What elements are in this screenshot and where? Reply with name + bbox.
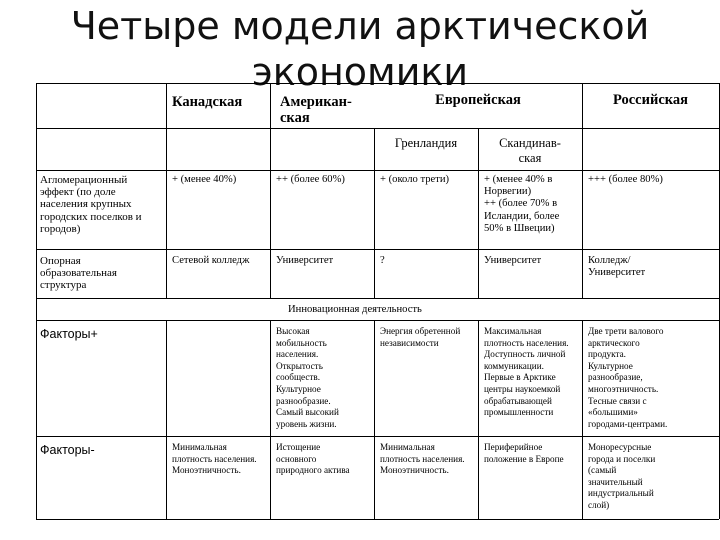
agglomeration-russian: +++ (более 80%) — [588, 174, 663, 185]
factors-plus-russian: Две трети валового арктического продукта. Культурное разнообразие, многоэтничность. Тесные связи с «большими» городами-центрами. — [588, 326, 668, 429]
subheader-scandinavian: Скандинав- ская — [499, 136, 561, 165]
column-divider-1-lower — [166, 320, 167, 519]
row-divider-subheader — [36, 170, 719, 171]
education-greenland: ? — [380, 255, 385, 266]
slide-title-line-1: Четыре модели арктической — [70, 4, 650, 48]
column-divider-3 — [374, 128, 375, 298]
slide-title-line-2: экономики — [251, 50, 469, 94]
row-divider-education — [36, 298, 719, 299]
agglomeration-american: ++ (более 60%) — [276, 174, 345, 185]
factors-plus-greenland: Энергия обретенной независимости — [380, 326, 461, 348]
header-russian: Российская — [613, 92, 688, 108]
row-divider-header — [36, 128, 719, 129]
agglomeration-scandinavian: + (менее 40% в Норвегии) ++ (более 70% в Исландии, более 50% в Швеции) — [484, 174, 560, 234]
row-label-agglomeration: Агломерационный эффект (по доле населения крупных городских поселков и городов) — [40, 174, 142, 235]
column-divider-5-lower — [582, 320, 583, 519]
agglomeration-canadian: + (менее 40%) — [172, 174, 237, 185]
subheader-greenland: Гренландия — [394, 136, 458, 150]
education-american: Университет — [276, 255, 334, 266]
education-russian: Колледж/ Университет — [588, 255, 646, 279]
header-canadian: Канадская — [172, 94, 243, 110]
row-label-factors-plus: Факторы+ — [40, 327, 98, 341]
row-label-education: Опорная образовательная структура — [40, 255, 117, 292]
education-canadian: Сетевой колледж — [172, 255, 250, 266]
row-divider-factors-plus — [36, 436, 719, 437]
factors-minus-canadian: Минимальная плотность населения. Моноэтничность. — [172, 442, 257, 476]
innovation-header: Инновационная деятельность — [288, 304, 422, 315]
header-european: Европейская — [435, 92, 521, 108]
factors-minus-russian: Моноресурсные города и поселки (самый значительный индустриальный слой) — [588, 442, 656, 510]
column-divider-4-lower — [478, 320, 479, 519]
factors-minus-greenland: Минимальная плотность населения. Моноэтничность. — [380, 442, 465, 476]
column-divider-1 — [166, 83, 167, 298]
factors-minus-american: Истощение основного природного актива — [276, 442, 350, 476]
column-divider-5 — [582, 83, 583, 298]
column-divider-2 — [270, 83, 271, 298]
agglomeration-greenland: + (около трети) — [380, 174, 450, 185]
table-border-left — [36, 83, 37, 519]
column-divider-3-lower — [374, 320, 375, 519]
factors-minus-scandinavian: Периферийное положение в Европе — [484, 442, 564, 464]
row-divider-innovation — [36, 320, 719, 321]
table-border-bottom — [36, 519, 719, 520]
table-border-top — [36, 83, 719, 84]
education-scandinavian: Университет — [484, 255, 542, 266]
factors-plus-scandinavian: Максимальная плотность населения. Доступность личной коммуникации. Первые в Арктике центры наукоемкой обрабатывающей промышленности — [484, 326, 569, 418]
factors-plus-american: Высокая мобильность населения. Открытость сообществ. Культурное разнообразие. Самый высокий уровень жизни. — [276, 326, 339, 429]
column-divider-2-lower — [270, 320, 271, 519]
header-american: Американ- ская — [280, 94, 352, 126]
row-label-factors-minus: Факторы- — [40, 443, 95, 457]
row-divider-agglomeration — [36, 249, 719, 250]
